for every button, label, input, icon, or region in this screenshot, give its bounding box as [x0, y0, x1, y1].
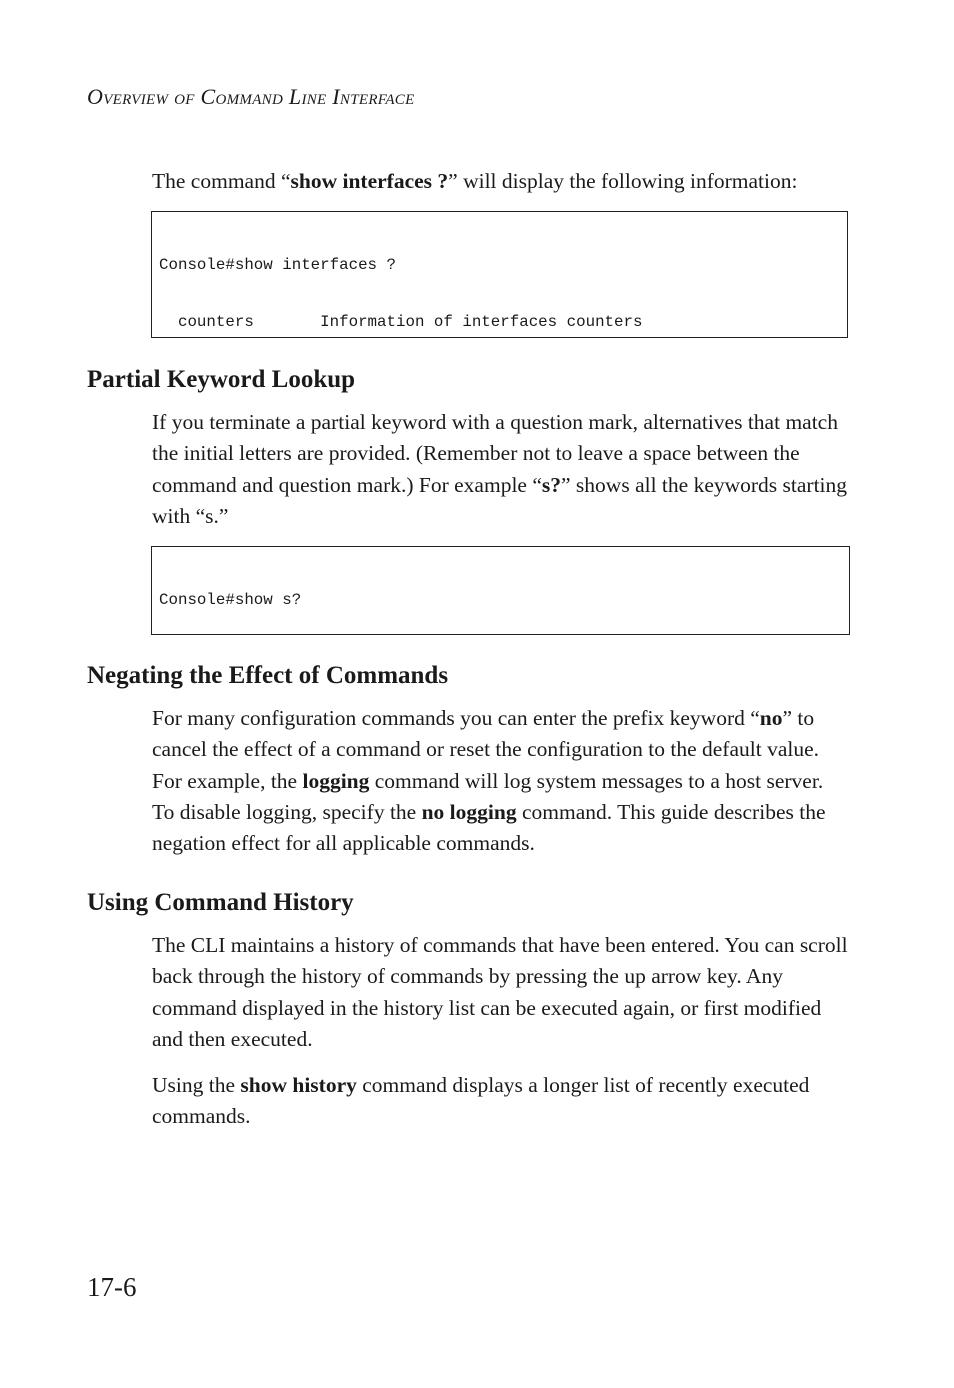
heading-negating-commands: Negating the Effect of Commands: [87, 662, 449, 689]
keyword-no-logging: no logging: [421, 799, 517, 824]
negating-text: ” to cancel the effect of a command or reset the configuration to the default value. For example, the: [152, 706, 820, 793]
keyword-no: no: [759, 706, 783, 730]
partial-keyword-text-after: ” shows all the keywords starting with “s.”: [152, 472, 848, 528]
negating-text: command will log system messages to a host server. To disable logging, specify the: [152, 768, 824, 824]
keyword-logging: logging: [302, 768, 370, 793]
page-number: 17-6: [87, 1272, 137, 1302]
code-line: Console#show interfaces ?: [159, 255, 396, 274]
intro-text-before: The command “: [152, 169, 291, 193]
heading-command-history: Using Command History: [87, 889, 354, 916]
intro-paragraph: [152, 166, 848, 197]
code-block-show-interfaces: [151, 211, 848, 338]
keyword-show-history: show history: [240, 1073, 357, 1097]
partial-keyword-text-before: If you terminate a partial keyword with a question mark, alternatives that match the initial letters are provided. (Remember not to leave a space between the command and question mark.) For example “: [152, 410, 838, 497]
history-paragraph: The CLI maintains a history of commands that have been entered. You can scroll back through the history of commands by pressing the up arrow key. Any command displayed in the history list can be executed again, or first modified and then executed.: [152, 933, 848, 1051]
code-line: Console#show s?: [159, 590, 302, 609]
heading-partial-keyword-lookup: Partial Keyword Lookup: [87, 366, 356, 393]
negating-text: For many configuration commands you can enter the prefix keyword “: [152, 706, 760, 730]
partial-keyword-paragraph: [152, 407, 848, 532]
intro-text-after: ” will display the following information:: [448, 169, 798, 193]
show-history-text-after: command displays a longer list of recently executed commands.: [152, 1073, 810, 1129]
code-line: counters Information of interfaces counters: [159, 313, 643, 332]
show-history-paragraph: [152, 1070, 848, 1133]
running-header: Overview of Command Line Interface: [87, 84, 415, 109]
show-history-text-before: Using the: [152, 1073, 241, 1097]
partial-keyword-example: s?: [541, 472, 562, 497]
negating-text: command. This guide describes the negation effect for all applicable commands.: [152, 799, 826, 856]
negating-paragraph: [152, 703, 848, 859]
code-block-show-s: [151, 546, 850, 635]
intro-command: show interfaces ?: [290, 169, 449, 193]
